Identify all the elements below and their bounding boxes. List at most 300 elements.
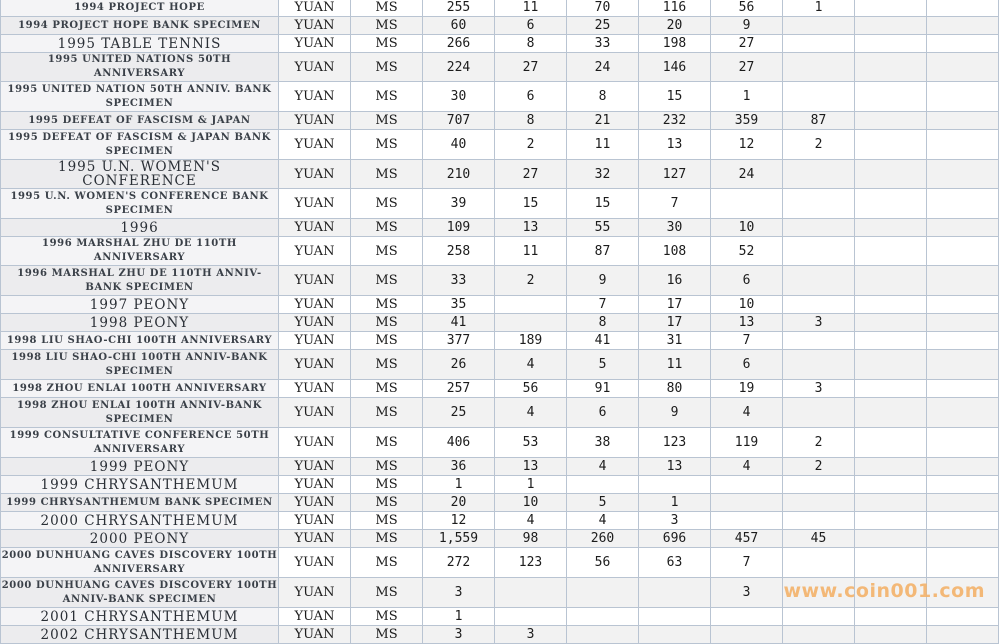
cell-count[interactable] [927,350,999,380]
cell-count[interactable] [927,189,999,219]
cell-count[interactable]: 11 [567,130,639,160]
cell-issue-name[interactable]: 1996 MARSHAL ZHU DE 110TH ANNIVERSARY [1,237,279,266]
cell-issue-name[interactable]: 1997 PEONY [1,296,279,314]
cell-count[interactable]: 33 [567,35,639,53]
cell-count[interactable]: 39 [423,189,495,219]
cell-count[interactable] [783,17,855,35]
cell-count[interactable] [639,578,711,608]
cell-count[interactable] [783,494,855,512]
cell-issue-name[interactable]: 2000 CHRYSANTHEMUM [1,512,279,530]
cell-count[interactable]: 377 [423,332,495,350]
cell-currency[interactable]: YUAN [279,130,351,160]
cell-issue-name[interactable]: 2000 PEONY [1,530,279,548]
cell-count[interactable]: 11 [495,0,567,17]
cell-grade[interactable]: MS [351,350,423,380]
cell-count[interactable] [927,0,999,17]
cell-count[interactable] [855,130,927,160]
cell-count[interactable]: 146 [639,53,711,82]
cell-count[interactable]: 3 [783,314,855,332]
cell-currency[interactable]: YUAN [279,626,351,644]
cell-count[interactable] [855,189,927,219]
cell-count[interactable]: 258 [423,237,495,266]
cell-count[interactable]: 2 [783,458,855,476]
cell-count[interactable]: 1 [783,0,855,17]
cell-issue-name[interactable]: 1995 UNITED NATIONS 50TH ANNIVERSARY [1,53,279,82]
cell-count[interactable]: 27 [711,35,783,53]
cell-currency[interactable]: YUAN [279,17,351,35]
cell-grade[interactable]: MS [351,266,423,296]
table-row[interactable] [1,82,999,112]
cell-count[interactable]: 210 [423,160,495,189]
cell-count[interactable]: 87 [783,112,855,130]
cell-currency[interactable]: YUAN [279,332,351,350]
cell-issue-name[interactable]: 1996 MARSHAL ZHU DE 110TH ANNIV-BANK SPECIMEN [1,266,279,296]
cell-count[interactable]: 6 [711,266,783,296]
cell-count[interactable]: 7 [639,189,711,219]
cell-count[interactable]: 20 [639,17,711,35]
cell-count[interactable] [927,314,999,332]
cell-count[interactable]: 36 [423,458,495,476]
cell-count[interactable]: 15 [639,82,711,112]
cell-count[interactable] [495,578,567,608]
cell-count[interactable]: 24 [567,53,639,82]
table-row[interactable] [1,476,999,494]
cell-count[interactable] [855,398,927,428]
cell-count[interactable] [783,82,855,112]
cell-count[interactable] [927,332,999,350]
cell-count[interactable]: 56 [567,548,639,578]
table-row[interactable] [1,494,999,512]
cell-count[interactable]: 457 [711,530,783,548]
cell-count[interactable]: 4 [711,398,783,428]
cell-grade[interactable]: MS [351,237,423,266]
cell-count[interactable] [927,53,999,82]
cell-count[interactable] [783,160,855,189]
cell-count[interactable]: 255 [423,0,495,17]
cell-currency[interactable]: YUAN [279,380,351,398]
cell-count[interactable] [855,237,927,266]
cell-count[interactable] [855,17,927,35]
cell-count[interactable] [567,608,639,626]
cell-grade[interactable]: MS [351,428,423,458]
cell-count[interactable] [711,189,783,219]
cell-grade[interactable]: MS [351,626,423,644]
cell-count[interactable]: 189 [495,332,567,350]
cell-grade[interactable]: MS [351,494,423,512]
cell-count[interactable] [711,626,783,644]
cell-count[interactable]: 91 [567,380,639,398]
cell-currency[interactable]: YUAN [279,428,351,458]
cell-count[interactable] [855,350,927,380]
cell-count[interactable] [927,512,999,530]
cell-count[interactable]: 260 [567,530,639,548]
cell-count[interactable] [855,82,927,112]
cell-grade[interactable]: MS [351,112,423,130]
cell-count[interactable]: 119 [711,428,783,458]
table-row[interactable] [1,380,999,398]
cell-count[interactable]: 4 [495,512,567,530]
cell-count[interactable]: 13 [639,130,711,160]
cell-count[interactable] [495,608,567,626]
cell-count[interactable] [783,548,855,578]
cell-count[interactable]: 123 [495,548,567,578]
cell-count[interactable]: 20 [423,494,495,512]
cell-count[interactable]: 4 [567,512,639,530]
cell-count[interactable] [927,608,999,626]
cell-count[interactable]: 35 [423,296,495,314]
cell-count[interactable] [783,350,855,380]
cell-grade[interactable]: MS [351,512,423,530]
cell-count[interactable] [855,626,927,644]
cell-issue-name[interactable]: 1999 PEONY [1,458,279,476]
cell-grade[interactable]: MS [351,189,423,219]
cell-count[interactable] [783,512,855,530]
cell-count[interactable] [855,458,927,476]
cell-count[interactable]: 3 [495,626,567,644]
cell-count[interactable]: 40 [423,130,495,160]
cell-currency[interactable]: YUAN [279,476,351,494]
cell-currency[interactable]: YUAN [279,35,351,53]
cell-count[interactable] [783,219,855,237]
table-row[interactable] [1,219,999,237]
cell-count[interactable]: 32 [567,160,639,189]
cell-count[interactable] [927,160,999,189]
cell-count[interactable]: 55 [567,219,639,237]
cell-count[interactable]: 15 [495,189,567,219]
cell-issue-name[interactable]: 1995 DEFEAT OF FASCISM & JAPAN [1,112,279,130]
cell-count[interactable]: 2 [783,130,855,160]
cell-count[interactable]: 10 [495,494,567,512]
cell-count[interactable] [927,112,999,130]
cell-count[interactable]: 1 [423,608,495,626]
cell-currency[interactable]: YUAN [279,578,351,608]
cell-grade[interactable]: MS [351,608,423,626]
table-row[interactable] [1,112,999,130]
cell-issue-name[interactable]: 2002 CHRYSANTHEMUM [1,626,279,644]
cell-issue-name[interactable]: 1995 U.N. WOMEN'S CONFERENCE [1,160,279,189]
table-row[interactable] [1,458,999,476]
cell-count[interactable] [855,219,927,237]
cell-count[interactable]: 70 [567,0,639,17]
cell-count[interactable]: 7 [711,548,783,578]
cell-count[interactable]: 127 [639,160,711,189]
table-row[interactable] [1,608,999,626]
table-row[interactable] [1,296,999,314]
cell-count[interactable]: 17 [639,314,711,332]
cell-count[interactable] [783,35,855,53]
cell-issue-name[interactable]: 1995 DEFEAT OF FASCISM & JAPAN BANK SPECIMEN [1,130,279,160]
cell-count[interactable]: 60 [423,17,495,35]
cell-issue-name[interactable]: 1998 ZHOU ENLAI 100TH ANNIVERSARY [1,380,279,398]
cell-count[interactable] [927,219,999,237]
cell-count[interactable] [927,17,999,35]
cell-currency[interactable]: YUAN [279,266,351,296]
cell-count[interactable] [927,296,999,314]
table-row[interactable] [1,266,999,296]
cell-grade[interactable]: MS [351,332,423,350]
cell-count[interactable]: 6 [567,398,639,428]
cell-currency[interactable]: YUAN [279,219,351,237]
cell-count[interactable] [639,608,711,626]
cell-count[interactable] [927,380,999,398]
cell-issue-name[interactable]: 1998 LIU SHAO-CHI 100TH ANNIV-BANK SPECIMEN [1,350,279,380]
cell-count[interactable]: 12 [423,512,495,530]
cell-count[interactable]: 9 [711,17,783,35]
cell-grade[interactable]: MS [351,0,423,17]
cell-count[interactable]: 272 [423,548,495,578]
cell-currency[interactable]: YUAN [279,53,351,82]
cell-count[interactable]: 27 [495,160,567,189]
cell-count[interactable]: 108 [639,237,711,266]
cell-count[interactable]: 3 [639,512,711,530]
cell-count[interactable] [567,578,639,608]
cell-count[interactable] [783,189,855,219]
cell-count[interactable]: 696 [639,530,711,548]
cell-count[interactable]: 5 [567,350,639,380]
cell-count[interactable] [855,314,927,332]
cell-currency[interactable]: YUAN [279,296,351,314]
cell-count[interactable]: 10 [711,219,783,237]
cell-count[interactable]: 33 [423,266,495,296]
table-row[interactable] [1,160,999,189]
cell-count[interactable]: 4 [567,458,639,476]
cell-issue-name[interactable]: 1999 CHRYSANTHEMUM [1,476,279,494]
cell-count[interactable]: 257 [423,380,495,398]
cell-count[interactable]: 21 [567,112,639,130]
cell-currency[interactable]: YUAN [279,314,351,332]
cell-count[interactable] [927,458,999,476]
cell-count[interactable] [495,296,567,314]
cell-count[interactable] [927,130,999,160]
cell-count[interactable]: 7 [567,296,639,314]
cell-issue-name[interactable]: 1994 PROJECT HOPE BANK SPECIMEN [1,17,279,35]
cell-count[interactable] [783,398,855,428]
cell-count[interactable]: 4 [711,458,783,476]
cell-currency[interactable]: YUAN [279,0,351,17]
table-row[interactable] [1,17,999,35]
cell-grade[interactable]: MS [351,296,423,314]
cell-count[interactable] [783,332,855,350]
cell-count[interactable] [783,476,855,494]
cell-currency[interactable]: YUAN [279,189,351,219]
cell-count[interactable]: 1 [639,494,711,512]
cell-count[interactable]: 52 [711,237,783,266]
cell-count[interactable] [783,608,855,626]
cell-grade[interactable]: MS [351,17,423,35]
cell-count[interactable] [783,626,855,644]
cell-count[interactable]: 1 [495,476,567,494]
cell-count[interactable]: 224 [423,53,495,82]
cell-count[interactable] [783,237,855,266]
cell-count[interactable]: 30 [639,219,711,237]
cell-count[interactable] [711,512,783,530]
table-row[interactable] [1,332,999,350]
cell-count[interactable]: 707 [423,112,495,130]
cell-count[interactable]: 16 [639,266,711,296]
cell-count[interactable] [495,314,567,332]
cell-count[interactable] [927,35,999,53]
cell-count[interactable]: 6 [495,17,567,35]
cell-count[interactable] [855,296,927,314]
cell-count[interactable]: 13 [711,314,783,332]
cell-count[interactable]: 2 [783,428,855,458]
table-row[interactable] [1,530,999,548]
cell-count[interactable]: 15 [567,189,639,219]
cell-issue-name[interactable]: 1999 CHRYSANTHEMUM BANK SPECIMEN [1,494,279,512]
cell-count[interactable] [783,53,855,82]
cell-count[interactable]: 30 [423,82,495,112]
cell-count[interactable]: 1 [423,476,495,494]
cell-currency[interactable]: YUAN [279,512,351,530]
cell-count[interactable] [783,296,855,314]
cell-count[interactable]: 27 [711,53,783,82]
cell-count[interactable]: 98 [495,530,567,548]
cell-count[interactable]: 266 [423,35,495,53]
cell-currency[interactable]: YUAN [279,458,351,476]
cell-issue-name[interactable]: 1995 UNITED NATION 50TH ANNIV. BANK SPECIMEN [1,82,279,112]
cell-count[interactable]: 3 [423,626,495,644]
cell-issue-name[interactable]: 1995 U.N. WOMEN'S CONFERENCE BANK SPECIMEN [1,189,279,219]
cell-count[interactable]: 19 [711,380,783,398]
cell-count[interactable]: 8 [567,314,639,332]
cell-issue-name[interactable]: 1998 PEONY [1,314,279,332]
table-row[interactable] [1,350,999,380]
table-row[interactable] [1,35,999,53]
cell-count[interactable] [639,476,711,494]
cell-count[interactable] [927,82,999,112]
cell-count[interactable]: 5 [567,494,639,512]
cell-count[interactable]: 9 [567,266,639,296]
cell-count[interactable] [855,160,927,189]
cell-count[interactable]: 56 [495,380,567,398]
cell-count[interactable]: 56 [711,0,783,17]
cell-count[interactable]: 232 [639,112,711,130]
cell-count[interactable]: 9 [639,398,711,428]
cell-count[interactable]: 80 [639,380,711,398]
cell-count[interactable]: 17 [639,296,711,314]
cell-count[interactable] [855,53,927,82]
cell-count[interactable] [711,494,783,512]
cell-count[interactable]: 6 [495,82,567,112]
cell-count[interactable] [855,548,927,578]
cell-grade[interactable]: MS [351,35,423,53]
cell-currency[interactable]: YUAN [279,548,351,578]
cell-count[interactable]: 7 [711,332,783,350]
cell-count[interactable] [855,380,927,398]
cell-count[interactable]: 12 [711,130,783,160]
cell-count[interactable]: 41 [423,314,495,332]
cell-count[interactable] [711,476,783,494]
cell-count[interactable]: 3 [711,578,783,608]
cell-issue-name[interactable]: 1998 LIU SHAO-CHI 100TH ANNIVERSARY [1,332,279,350]
cell-count[interactable]: 8 [567,82,639,112]
cell-count[interactable] [855,0,927,17]
cell-count[interactable] [855,428,927,458]
cell-count[interactable]: 11 [639,350,711,380]
cell-grade[interactable]: MS [351,578,423,608]
cell-count[interactable]: 3 [783,380,855,398]
cell-count[interactable] [927,428,999,458]
cell-count[interactable]: 4 [495,350,567,380]
cell-currency[interactable]: YUAN [279,608,351,626]
table-row[interactable] [1,314,999,332]
cell-count[interactable]: 53 [495,428,567,458]
cell-count[interactable]: 87 [567,237,639,266]
cell-count[interactable]: 359 [711,112,783,130]
cell-currency[interactable]: YUAN [279,350,351,380]
cell-issue-name[interactable]: 1996 [1,219,279,237]
table-row[interactable] [1,53,999,82]
table-row[interactable] [1,0,999,17]
cell-count[interactable]: 26 [423,350,495,380]
cell-count[interactable]: 4 [495,398,567,428]
table-row[interactable] [1,130,999,160]
cell-count[interactable] [639,626,711,644]
cell-count[interactable] [855,512,927,530]
cell-count[interactable]: 10 [711,296,783,314]
cell-grade[interactable]: MS [351,548,423,578]
cell-count[interactable] [855,112,927,130]
table-row[interactable] [1,548,999,578]
cell-count[interactable] [855,494,927,512]
cell-issue-name[interactable]: 1998 ZHOU ENLAI 100TH ANNIV-BANK SPECIMEN [1,398,279,428]
cell-issue-name[interactable]: 2001 CHRYSANTHEMUM [1,608,279,626]
cell-count[interactable]: 45 [783,530,855,548]
cell-count[interactable] [711,608,783,626]
cell-count[interactable] [927,237,999,266]
cell-issue-name[interactable]: 1994 PROJECT HOPE [1,0,279,17]
table-row[interactable] [1,512,999,530]
cell-count[interactable]: 41 [567,332,639,350]
cell-count[interactable]: 63 [639,548,711,578]
cell-count[interactable]: 13 [495,458,567,476]
cell-grade[interactable]: MS [351,314,423,332]
cell-grade[interactable]: MS [351,53,423,82]
cell-count[interactable]: 116 [639,0,711,17]
cell-count[interactable] [927,530,999,548]
cell-currency[interactable]: YUAN [279,237,351,266]
cell-count[interactable]: 109 [423,219,495,237]
cell-count[interactable]: 25 [423,398,495,428]
cell-count[interactable] [567,476,639,494]
cell-count[interactable]: 11 [495,237,567,266]
cell-count[interactable]: 1,559 [423,530,495,548]
cell-issue-name[interactable]: 2000 DUNHUANG CAVES DISCOVERY 100TH ANNIV-BANK SPECIMEN [1,578,279,608]
cell-count[interactable]: 3 [423,578,495,608]
cell-count[interactable]: 198 [639,35,711,53]
cell-grade[interactable]: MS [351,219,423,237]
cell-currency[interactable]: YUAN [279,398,351,428]
cell-count[interactable] [927,398,999,428]
cell-count[interactable]: 27 [495,53,567,82]
cell-count[interactable]: 2 [495,130,567,160]
cell-currency[interactable]: YUAN [279,112,351,130]
cell-count[interactable]: 8 [495,35,567,53]
table-row[interactable] [1,428,999,458]
cell-count[interactable] [855,608,927,626]
cell-issue-name[interactable]: 1999 CONSULTATIVE CONFERENCE 50TH ANNIVERSARY [1,428,279,458]
cell-grade[interactable]: MS [351,458,423,476]
cell-currency[interactable]: YUAN [279,82,351,112]
cell-issue-name[interactable]: 2000 DUNHUANG CAVES DISCOVERY 100TH ANNIVERSARY [1,548,279,578]
cell-count[interactable] [855,476,927,494]
cell-count[interactable]: 25 [567,17,639,35]
cell-count[interactable]: 8 [495,112,567,130]
cell-count[interactable] [783,266,855,296]
cell-count[interactable] [567,626,639,644]
cell-grade[interactable]: MS [351,380,423,398]
cell-count[interactable]: 6 [711,350,783,380]
